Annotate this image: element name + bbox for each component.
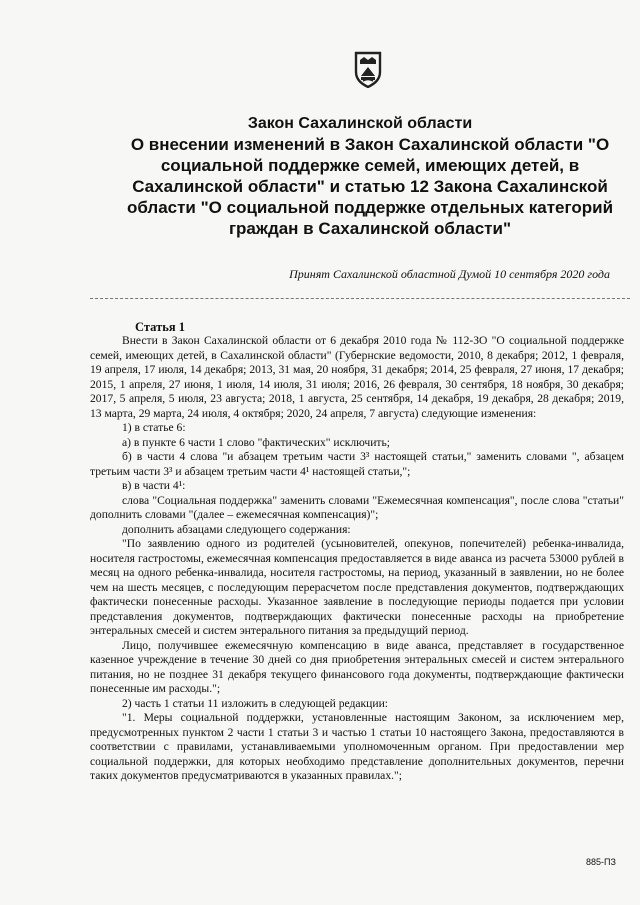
paragraph: а) в пункте 6 части 1 слово "фактических" исключить;	[122, 435, 390, 449]
paragraph: б) в части 4 слова "и абзацем третьим части 3³ настоящей статьи," заменить словами ", абзацем третьим части 3³ и абзацем третьим части 4¹ настоящей статьи,";	[90, 450, 624, 478]
divider-line	[90, 298, 630, 299]
paragraph: слова "Социальная поддержка" заменить словами "Ежемесячная компенсация", после слова "статьи" дополнить словами "(далее – ежемесячная компенсация)";	[90, 493, 624, 521]
paragraph: Внести в Закон Сахалинской области от 6 декабря 2010 года № 112-ЗО "О социальной поддержке семей, имеющих детей, в Сахалинской области" (Губернские ведомости, 2010, 8 декабря; 2012, 1 февраля, 19 апреля, 17 июля, 14 декабря; 2013, 31 мая, 20 ноября, 31 декабря; 2014, 25 февраля, 27 июня, 17 декабря; 2015, 1 апреля, 27 июня, 1 июля, 14 июля, 31 июля; 2016, 26 февраля, 30 сентября, 18 ноября, 30 декабря; 2017, 5 апреля, 5 июля, 23 августа; 2018, 1 августа, 25 сентября, 14 декабря, 19 декабря, 28 декабря; 2019, 13 марта, 29 марта, 24 июля, 4 октября; 2020, 24 апреля, 7 августа) следующие изменения:	[90, 334, 624, 420]
document-code: 885-ПЗ	[586, 857, 616, 867]
law-title-line: Закон Сахалинской области	[247, 115, 473, 132]
adoption-note: Принят Сахалинской областной Думой 10 сентября 2020 года	[289, 267, 610, 281]
paragraph: "1. Меры социальной поддержки, установленные настоящим Законом, за исключением мер, предусмотренных пунктом 2 части 1 статьи 3 и частью 1 статьи 10 настоящего Закона, предоставляются в соответствии с правилами, устанавливаемыми уполномоченным органом. При предоставлении мер социальной поддержки, для которых необходимо представление дополнительных документов, перечни таких документов предусматриваются в указанных правилах.";	[90, 711, 624, 782]
law-title-block	[80, 114, 640, 239]
paragraph: Лицо, получившее ежемесячную компенсацию в виде аванса, представляет в государственное казенное учреждение в течение 30 дней со дня приобретения энтеральных смесей и систем энтерального питания, но не позднее 31 декабря текущего финансового года документы, подтверждающие фактически понесенные им расходы.";	[90, 638, 624, 695]
coat-of-arms-emblem	[352, 50, 384, 88]
article-body	[90, 334, 624, 784]
paragraph: дополнить абзацами следующего содержания:	[122, 522, 351, 536]
paragraph: "По заявлению одного из родителей (усыновителей, опекунов, попечителей) ребенка-инвалида, носителя гастростомы, ежемесячная компенсация предоставляется в виде аванса из расчета 53000 рублей в месяц на одного ребенка-инвалида, носителя гастростомы, на период, указанный в заявлении, но не более чем на шесть месяцев, с последующим перерасчетом после представления документов, подтверждающих фактически понесенные расходы. Указанное заявление в последующие периоды подается при условии представления документов, подтверждающих фактически понесенные расходы на приобретение энтеральных смесей и систем энтерального питания за предыдущий период.	[90, 537, 624, 637]
article-heading: Статья 1	[135, 320, 185, 334]
paragraph: 1) в статье 6:	[122, 421, 186, 434]
law-title: О внесении изменений в Закон Сахалинской области "О социальной поддержке семей, имеющих детей, в Сахалинской области" и статью 12 Закона Сахалинской области "О социальной поддержке отдельных категорий граждан в Сахалинской области"	[126, 135, 614, 238]
paragraph: 2) часть 1 статьи 11 изложить в следующей редакции:	[122, 696, 389, 710]
paragraph: в) в части 4¹:	[122, 479, 186, 492]
